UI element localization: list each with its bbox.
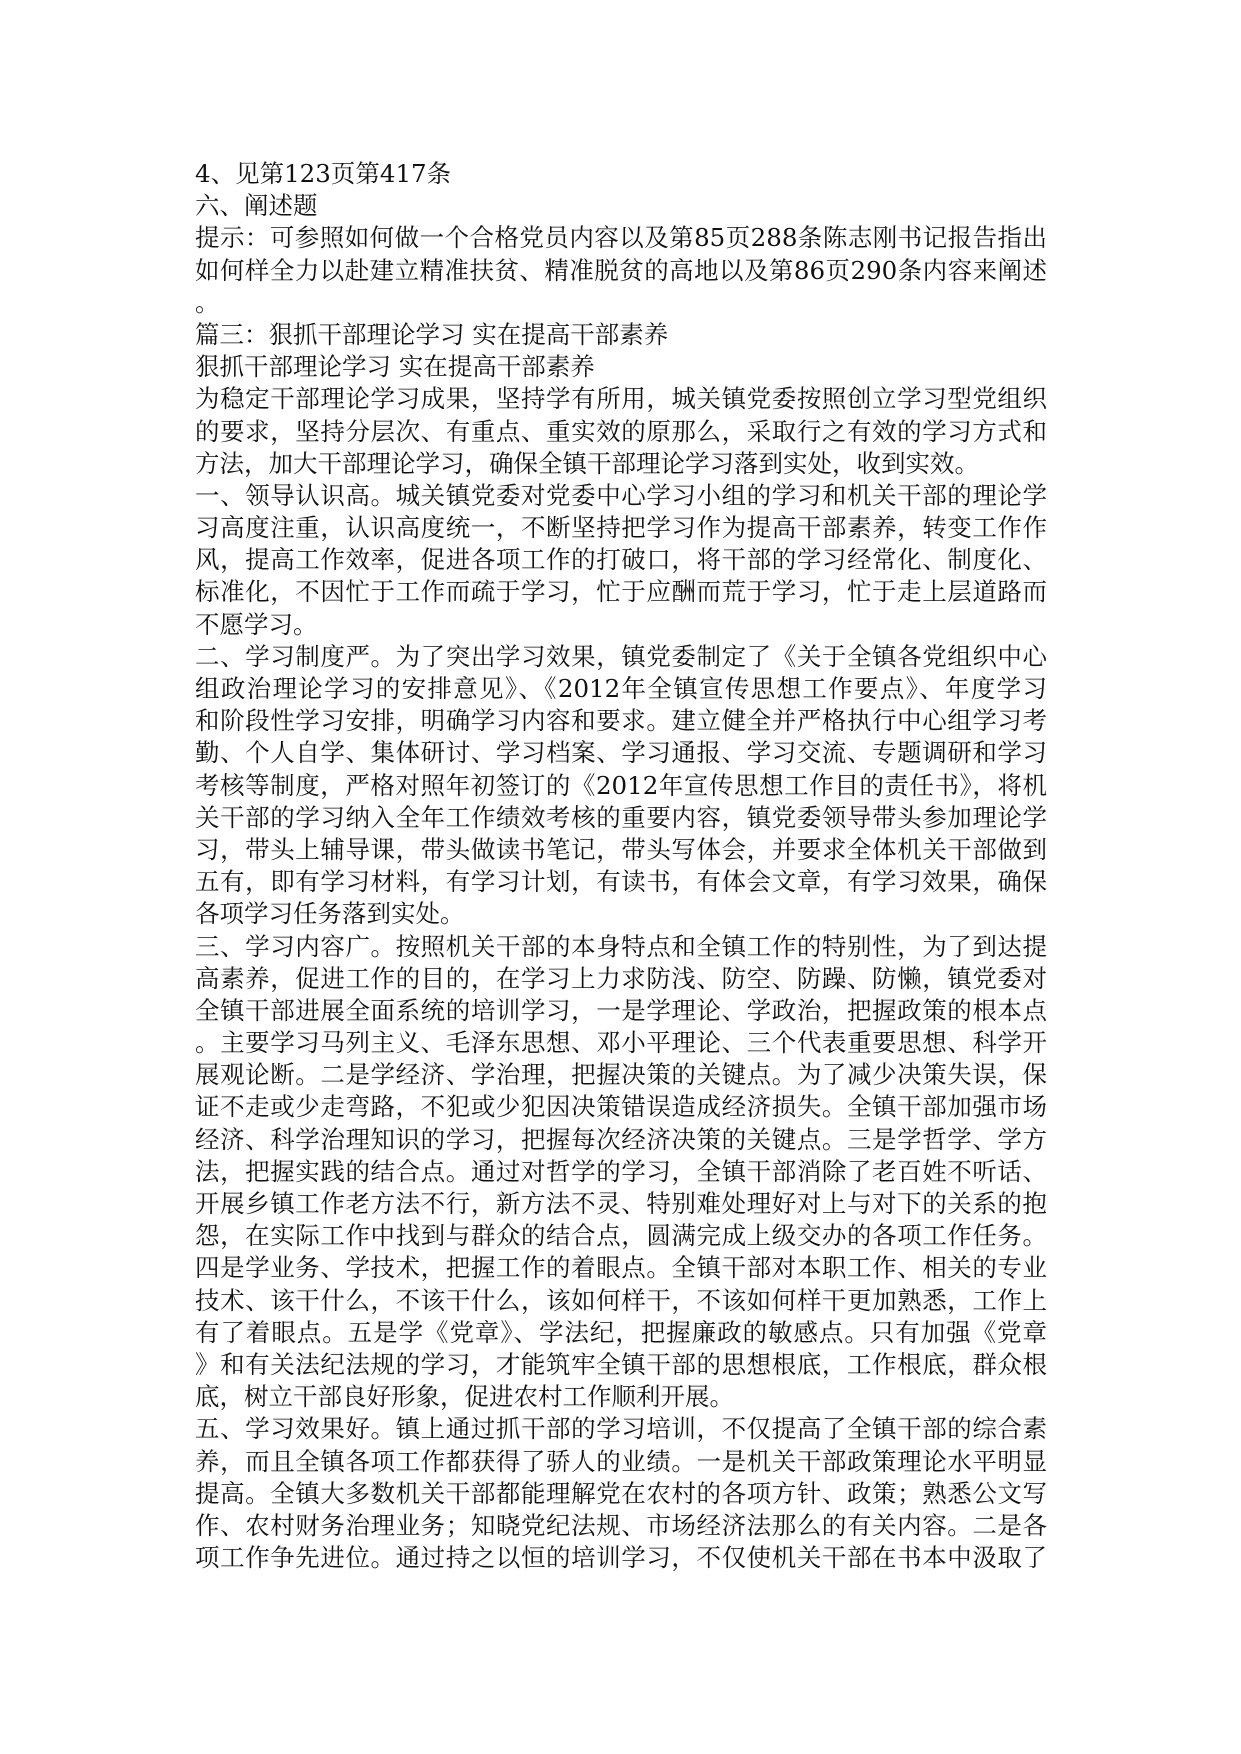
text-line: 勤、个人自学、集体研讨、学习档案、学习通报、学习交流、专题调研和学习 xyxy=(195,738,1047,768)
text-line: 二、学习制度严。为了突出学习效果，镇党委制定了《关于全镇各党组织中心 xyxy=(195,641,1047,671)
text-line: 三、学习内容广。按照机关干部的本身特点和全镇工作的特别性，为了到达提 xyxy=(195,931,1047,961)
text-line: 养，而且全镇各项工作都获得了骄人的业绩。一是机关干部政策理论水平明显 xyxy=(195,1446,1047,1476)
text-line: 四是学业务、学技术，把握工作的着眼点。全镇干部对本职工作、相关的专业 xyxy=(195,1253,1047,1283)
text-line: 五、学习效果好。镇上通过抓干部的学习培训，不仅提高了全镇干部的综合素 xyxy=(195,1414,1047,1444)
text-line: 证不走或少走弯路，不犯或少犯因决策错误造成经济损失。全镇干部加强市场 xyxy=(195,1092,1047,1122)
text-line: 为稳定干部理论学习成果，坚持学有所用，城关镇党委按照创立学习型党组织 xyxy=(195,384,1047,414)
text-line: 考核等制度，严格对照年初签订的《2012年宣传思想工作目的责任书》，将机 xyxy=(195,770,1047,800)
text-line: 风，提高工作效率，促进各项工作的打破口，将干部的学习经常化、制度化、 xyxy=(195,545,1047,575)
text-line: 高素养，促进工作的目的，在学习上力求防浅、防空、防躁、防懒，镇党委对 xyxy=(195,963,1047,993)
text-line: 篇三：狠抓干部理论学习 实在提高干部素养 xyxy=(195,319,669,349)
text-line: 展观论断。二是学经济、学治理，把握决策的关键点。为了减少决策失误，保 xyxy=(195,1060,1047,1090)
text-line: 提示：可参照如何做一个合格党员内容以及第85页288条陈志刚书记报告指出 xyxy=(195,223,1047,253)
text-line: 各项学习任务落到实处。 xyxy=(195,899,465,929)
text-line: 不愿学习。 xyxy=(195,609,318,639)
text-line: 。 xyxy=(195,287,220,317)
text-line: 组政治理论学习的安排意见》、《2012年全镇宣传思想工作要点》、年度学习 xyxy=(195,674,1047,703)
text-line: 全镇干部进展全面系统的培训学习，一是学理论、学政治，把握政策的根本点 xyxy=(195,995,1047,1025)
text-line: 狠抓干部理论学习 实在提高干部素养 xyxy=(195,352,595,382)
text-line: 作、农村财务治理业务；知晓党纪法规、市场经济法那么的有关内容。二是各 xyxy=(195,1510,1047,1540)
text-line: 技术、该干什么，不该干什么，该如何样干，不该如何样干更加熟悉，工作上 xyxy=(195,1285,1047,1315)
text-line: 标准化，不因忙于工作而疏于学习，忙于应酬而荒于学习，忙于走上层道路而 xyxy=(195,577,1047,607)
text-line: 五有，即有学习材料，有学习计划，有读书，有体会文章，有学习效果，确保 xyxy=(195,867,1047,897)
text-line: 4、见第123页第417条 xyxy=(195,159,452,188)
text-line: 习高度注重，认识高度统一，不断坚持把学习作为提高干部素养，转变工作作 xyxy=(195,513,1047,543)
text-line: 法，把握实践的结合点。通过对哲学的学习，全镇干部消除了老百姓不听话、 xyxy=(195,1156,1047,1186)
text-line: 》和有关法纪法规的学习，才能筑牢全镇干部的思想根底，工作根底，群众根 xyxy=(195,1349,1047,1379)
text-line: 的要求，坚持分层次、有重点、重实效的原那么，采取行之有效的学习方式和 xyxy=(195,416,1047,446)
text-line: 开展乡镇工作老方法不行，新方法不灵、特别难处理好对上与对下的关系的抱 xyxy=(195,1189,1047,1218)
text-line: 一、领导认识高。城关镇党委对党委中心学习小组的学习和机关干部的理论学 xyxy=(195,480,1047,510)
document-body xyxy=(195,158,1047,1574)
text-line: 和阶段性学习安排，明确学习内容和要求。建立健全并严格执行中心组学习考 xyxy=(195,706,1047,736)
text-line: 经济、科学治理知识的学习，把握每次经济决策的关键点。三是学哲学、学方 xyxy=(195,1124,1047,1154)
text-line: 项工作争先进位。通过持之以恒的培训学习，不仅使机关干部在书本中汲取了 xyxy=(195,1543,1047,1573)
text-line: 怨，在实际工作中找到与群众的结合点，圆满完成上级交办的各项工作任务。 xyxy=(195,1221,1047,1251)
text-line: 。主要学习马列主义、毛泽东思想、邓小平理论、三个代表重要思想、科学开 xyxy=(195,1028,1047,1058)
text-line: 有了着眼点。五是学《党章》、学法纪，把握廉政的敏感点。只有加强《党章 xyxy=(195,1317,1047,1347)
text-line: 习，带头上辅导课，带头做读书笔记，带头写体会，并要求全体机关干部做到 xyxy=(195,834,1047,864)
text-line: 方法，加大干部理论学习，确保全镇干部理论学习落到实处，收到实效。 xyxy=(195,448,979,478)
text-line: 提高。全镇大多数机关干部都能理解党在农村的各项方针、政策；熟悉公文写 xyxy=(195,1478,1047,1508)
text-line: 如何样全力以赴建立精准扶贫、精准脱贫的高地以及第86页290条内容来阐述 xyxy=(195,255,1047,285)
text-line: 底，树立干部良好形象，促进农村工作顺利开展。 xyxy=(195,1382,734,1412)
text-line: 六、阐述题 xyxy=(195,191,318,221)
text-line: 关干部的学习纳入全年工作绩效考核的重要内容，镇党委领导带头参加理论学 xyxy=(195,802,1047,832)
